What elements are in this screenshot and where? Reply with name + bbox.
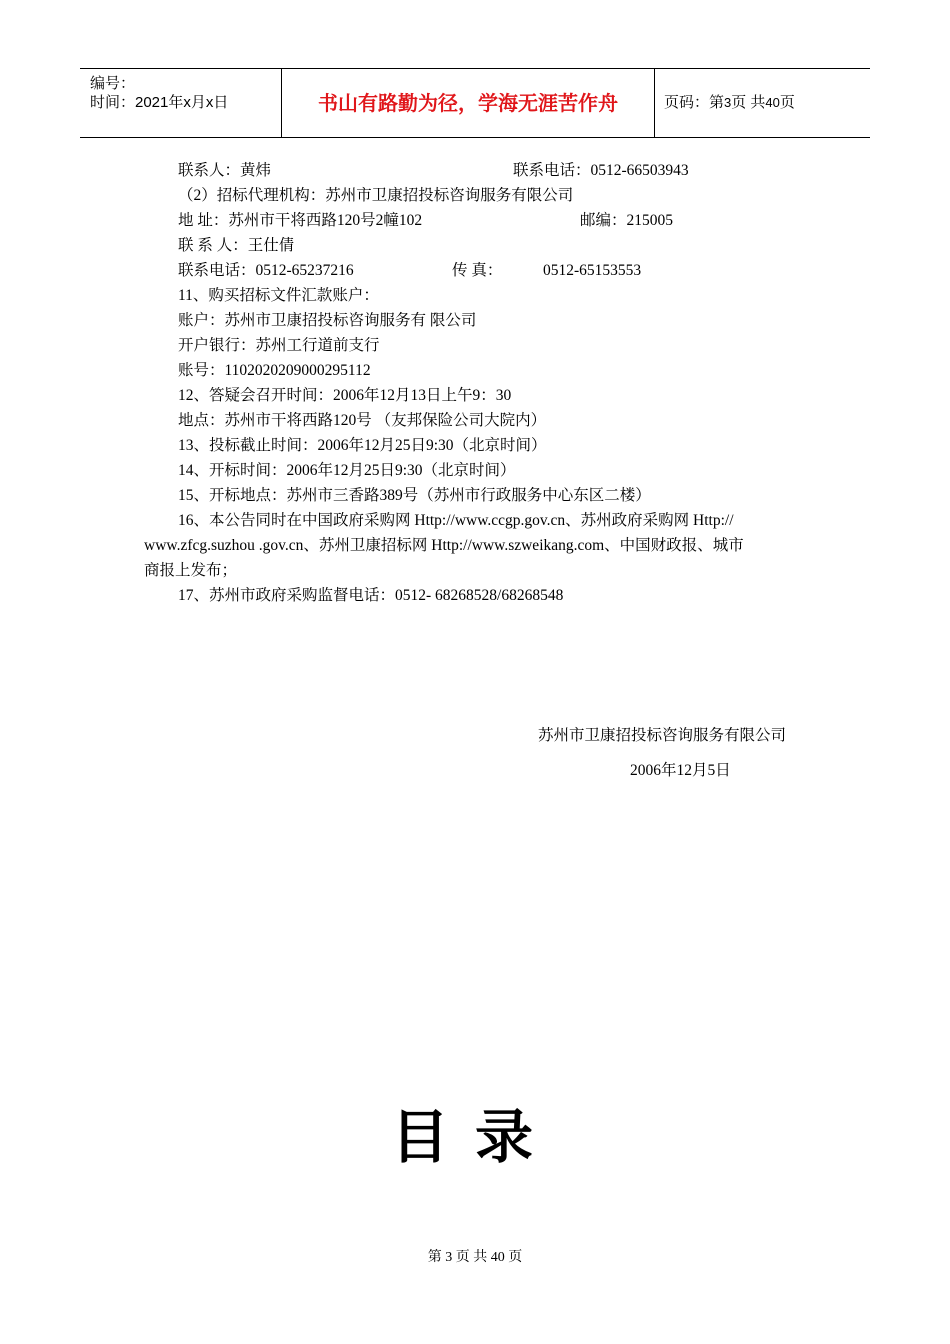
account-name: 账户：苏州市卫康招投标咨询服务有 限公司 xyxy=(178,312,477,329)
header-table xyxy=(80,68,870,138)
contact-person-a: 联系人：黄炜 xyxy=(178,162,272,179)
item-13: 13、投标截止时间：2006年12月25日9:30（北京时间） xyxy=(178,437,547,454)
item-15: 15、开标地点：苏州市三香路389号（苏州市行政服务中心东区二楼） xyxy=(178,487,651,504)
signer-company: 苏州市卫康招投标咨询服务有限公司 xyxy=(538,727,787,744)
item-12: 12、答疑会召开时间：2006年12月13日上午9：30 xyxy=(178,387,512,404)
item-17: 17、苏州市政府采购监督电话：0512- 68268528/68268548 xyxy=(178,587,564,604)
contact-phone-b: 联系电话：0512-65237216 xyxy=(178,262,354,279)
account-number: 账号：1102020209000295112 xyxy=(178,362,371,379)
header-slogan: 书山有路勤为径，学海无涯苦作舟 xyxy=(282,69,655,137)
item-14: 14、开标时间：2006年12月25日9:30（北京时间） xyxy=(178,462,516,479)
page-footer: 第 3 页 共 40 页 xyxy=(427,1250,523,1265)
document-number-label: 编号： xyxy=(90,75,136,92)
address-line: 地 址：苏州市干将西路120号2幢102 xyxy=(178,212,423,229)
header-page-info xyxy=(664,69,795,137)
item-16-line-2: www.zfcg.suzhou .gov.cn、苏州卫康招标网 Http://www.szweikang.com、中国财政报、城市 xyxy=(144,537,744,554)
page-prefix: 页码：第 xyxy=(664,94,725,111)
page-suffix: 页 xyxy=(779,94,795,111)
signing-date: 2006年12月5日 xyxy=(630,762,731,779)
fax-number: 0512-65153553 xyxy=(543,262,642,279)
item-11: 11、购买招标文件汇款账户： xyxy=(178,287,379,304)
item-16-line-1: 16、本公告同时在中国政府采购网 Http://www.ccgp.gov.cn、苏州政府采购网 Http:// xyxy=(178,512,734,529)
document-time-label: 时间：2021年x月x日 xyxy=(90,94,229,111)
page-mid: 页 共 xyxy=(731,94,766,111)
agency-line: （2）招标代理机构：苏州市卫康招投标咨询服务有限公司 xyxy=(178,187,574,204)
item-12-place: 地点：苏州市干将西路120号 （友邦保险公司大院内） xyxy=(178,412,547,429)
postcode: 邮编：215005 xyxy=(580,212,674,229)
page-number: 3 xyxy=(724,95,732,110)
page-total: 40 xyxy=(765,95,780,110)
contact-phone-a: 联系电话：0512-66503943 xyxy=(513,162,689,179)
toc-title: 目录 xyxy=(390,1103,559,1171)
fax-label: 传 真： xyxy=(452,262,503,279)
contact-person-b: 联 系 人：王仕倩 xyxy=(178,237,295,254)
item-16-line-3: 商报上发布； xyxy=(144,562,238,579)
header-meta-cell xyxy=(80,69,282,137)
bank-name: 开户银行：苏州工行道前支行 xyxy=(178,337,380,354)
